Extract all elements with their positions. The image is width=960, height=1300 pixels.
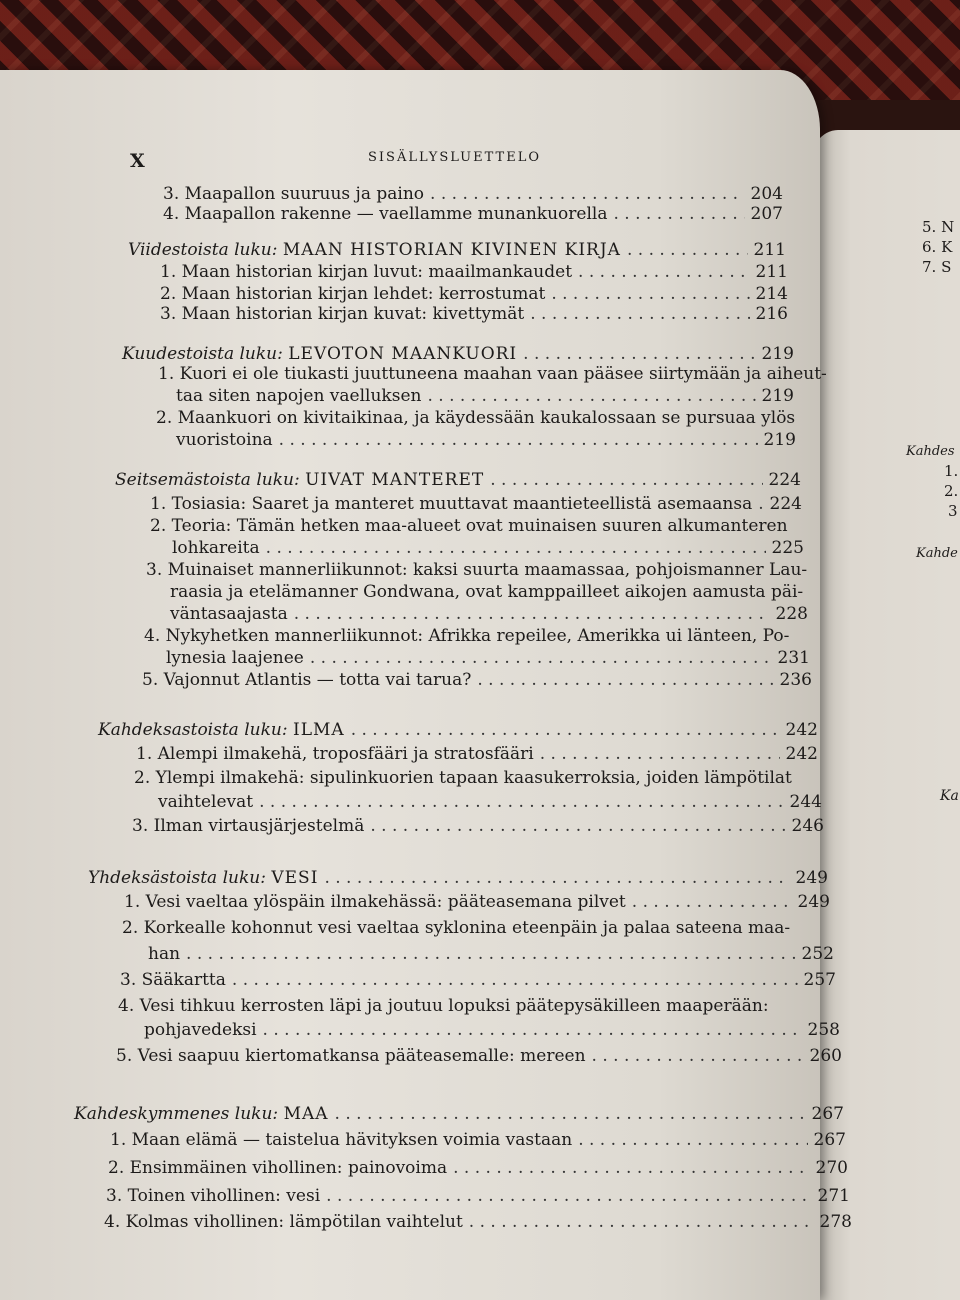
toc-entry-continuation: pohjavedeksi . . . 258 [144,1020,840,1040]
facing-page-text: 3 [948,502,958,520]
toc-entry: 3. Ilman virtausjärjestelmä . . . 246 [132,816,824,836]
toc-entry: 1. Maan elämä — taistelua hävityksen voimia vastaan . . . 267 [110,1130,846,1150]
toc-entry: 5. Vesi saapuu kiertomatkansa pääteasemalle: mereen . . . 260 [116,1046,842,1066]
toc-entry: 4. Kolmas vihollinen: lämpötilan vaihtelut . . . 278 [104,1212,852,1232]
toc-entry: 4. Nykyhetken mannerliikunnot: Afrikka repeilee, Amerikka ui länteen, Po- [144,626,790,646]
toc-entry: 3. Maan historian kirjan kuvat: kivettymät . . . 216 [160,304,788,324]
facing-page-text: 6. K [922,238,953,256]
toc-entry-continuation: lynesia laajenee . . . 231 [166,648,810,668]
toc-entry: 2. Maankuori on kivitaikinaa, ja käydessään kaukalossaan se pursuaa ylös [156,408,796,428]
facing-page-text: 1. [944,462,959,480]
chapter-heading: Kahdeskymmenes luku: MAA . . . 267 [74,1104,844,1124]
toc-entry: 3. Toinen vihollinen: vesi . . . 271 [106,1186,850,1206]
toc-entry-continuation: han . . . 252 [148,944,834,964]
toc-entry: 2. Ensimmäinen vihollinen: painovoima . . . 270 [108,1158,848,1178]
toc-entry: 1. Tosiasia: Saaret ja manteret muuttavat maantieteellistä asemaansa . . . 224 [150,494,802,514]
toc-entry: 4. Vesi tihkuu kerrosten läpi ja joutuu lopuksi päätepysäkilleen maaperään: [118,996,769,1016]
toc-entry: 3. Sääkartta . . . 257 [120,970,836,990]
chapter-heading: Viidestoista luku: MAAN HISTORIAN KIVINEN KIRJA . . . 211 [128,240,786,260]
toc-entry-continuation: vaihtelevat . . . 244 [158,792,822,812]
toc-entry: 2. Korkealle kohonnut vesi vaeltaa syklonina eteenpäin ja palaa sateena maa- [122,918,791,938]
chapter-heading: Kahdeksastoista luku: ILMA . . . 242 [98,720,818,740]
toc-entry-continuation: lohkareita . . . 225 [172,538,804,558]
facing-page-text: Ka [940,788,959,804]
toc-entry: 1. Maan historian kirjan luvut: maailmankaudet . . . 211 [160,262,788,282]
chapter-heading: Seitsemästoista luku: UIVAT MANTERET . . . 224 [115,470,801,490]
running-head-title: SISÄLLYSLUETTELO [368,150,541,165]
toc-entry: 2. Teoria: Tämän hetken maa-alueet ovat muinaisen suuren alkumanteren [150,516,788,536]
chapter-heading: Yhdeksästoista luku: VESI . . . 249 [88,868,828,888]
toc-entry: 1. Kuori ei ole tiukasti juuttuneena maahan vaan pääsee siirtymään ja aiheut- [158,364,827,384]
toc-entry: 1. Vesi vaeltaa ylöspäin ilmakehässä: pääteasemana pilvet . . . 249 [124,892,830,912]
toc-entry: 4. Maapallon rakenne — vaellamme munankuorella . . . 207 [163,204,783,224]
toc-entry: 5. Vajonnut Atlantis — totta vai tarua? . . . 236 [142,670,812,690]
facing-page-text: 5. N [922,218,955,236]
toc-entry-continuation: taa siten napojen vaelluksen . . . 219 [176,386,794,406]
toc-entry: 2. Ylempi ilmakehä: sipulinkuorien tapaan kaasukerroksia, joiden lämpötilat [134,768,792,788]
toc-entry: 3. Muinaiset mannerliikunnot: kaksi suurta maamassaa, pohjoismanner Lau- [146,560,808,580]
toc-entry: 1. Alempi ilmakehä, troposfääri ja stratosfääri . . . 242 [136,744,818,764]
toc-entry-continuation: vuoristoina . . . 219 [176,430,796,450]
page-number: X [130,150,145,172]
toc-entry: 2. Maan historian kirjan lehdet: kerrostumat . . . 214 [160,284,788,304]
toc-entry-continuation: väntasaajasta . . . 228 [170,604,808,624]
toc-entry: 3. Maapallon suuruus ja paino . . . 204 [163,184,783,204]
facing-page-text: Kahdes [906,444,955,459]
toc-entry-continuation: raasia ja etelämanner Gondwana, ovat kamppailleet aikojen aamusta päi- [170,582,804,602]
chapter-heading: Kuudestoista luku: LEVOTON MAANKUORI . . . 219 [122,344,794,364]
facing-page-text: 2. [944,482,959,500]
facing-page-text: Kahde [916,546,958,561]
facing-page-text: 7. S [922,258,952,276]
